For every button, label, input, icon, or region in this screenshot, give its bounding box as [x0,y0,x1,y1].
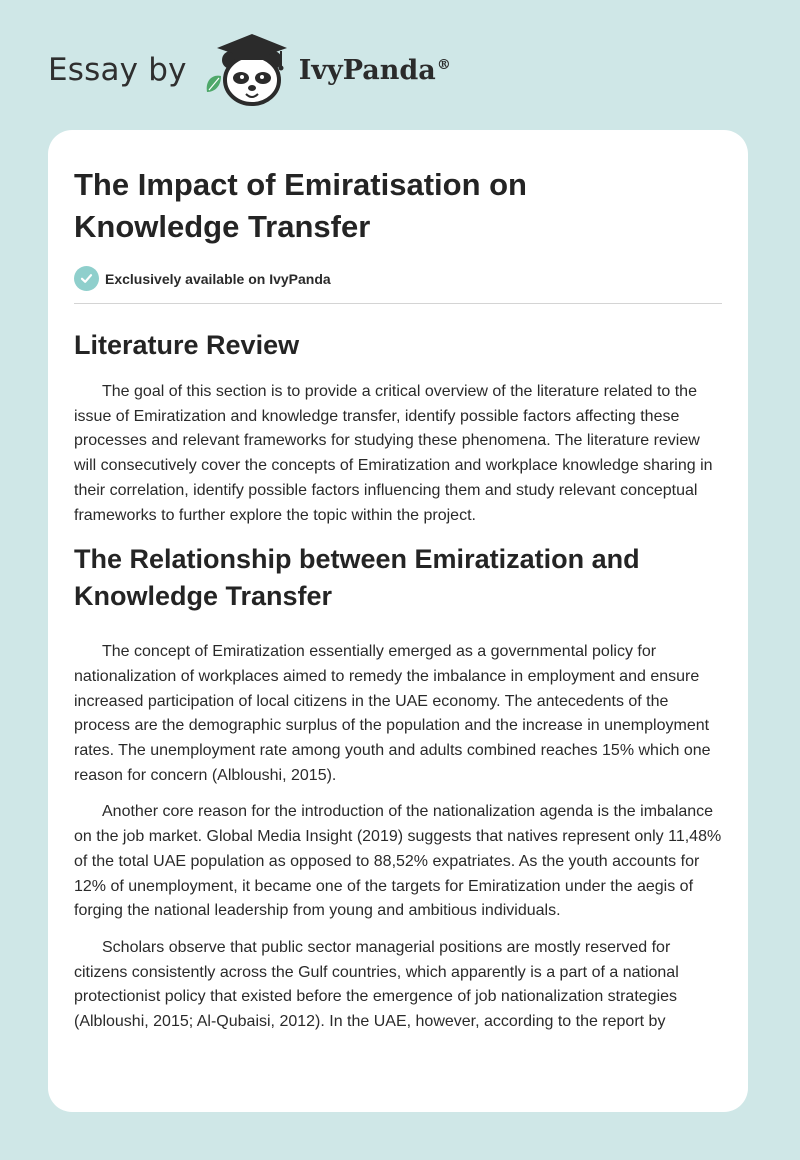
ivypanda-wordmark: IvyPanda® [298,54,451,86]
page-title: The Impact of Emiratisation on Knowledge Transfer [74,167,527,244]
panda-logo-icon [201,30,297,110]
section-heading-literature-review: Literature Review [74,330,300,360]
paragraph: Scholars observe that public sector managerial positions are mostly reserved for citizens consistently across the Gulf countries, which apparently is a part of a national protectionist policy that existed before the emergence of job nationalization strategies (Albloushi, 2015; Al-Qubaisi, 2012). In the UAE, however, according to the report by [74,938,679,1031]
brand-header[interactable] [48,30,451,110]
check-circle-icon [74,266,99,291]
exclusive-label: Exclusively available on IvyPanda [105,270,331,287]
paragraph: Another core reason for the introduction of the nationalization agenda is the imbalance on the job market. Global Media Insight (2019) suggests that natives represent only 11,48% of the total UAE population as opposed to 88,52% expatriates. As the youth accounts for 12% of unemployment, it became one of the targets for Emiratization under the aegis of forging the national leadership from young and ambitious individuals. [74,803,722,920]
paragraph: The concept of Emiratization essentially emerged as a governmental policy for nationalization of workplaces aimed to remedy the imbalance in employment and ensure increased participation of local citizens in the UAE economy. The antecedents of the process are the demographic surplus of the population and the increase in unemployment rates. The unemployment rate among youth and adults combined reaches 15% which one reason for concern (Albloushi, 2015). [74,643,711,784]
section-heading-relationship: The Relationship between Emiratization and Knowledge Transfer [74,544,640,612]
paragraph: The goal of this section is to provide a critical overview of the literature related to the issue of Emiratization and knowledge transfer, identify possible factors affecting these processes and relevant frameworks for studying these phenomena. The literature review will consecutively cover the concepts of Emiratization and workplace knowledge sharing in their correlation, identify possible factors influencing them and study relevant conceptual frameworks to further explore the topic within the project. [74,383,713,524]
divider [74,303,722,304]
essay-card [48,130,748,1112]
essay-by-label: Essay by [48,52,187,88]
exclusive-badge [74,266,722,291]
